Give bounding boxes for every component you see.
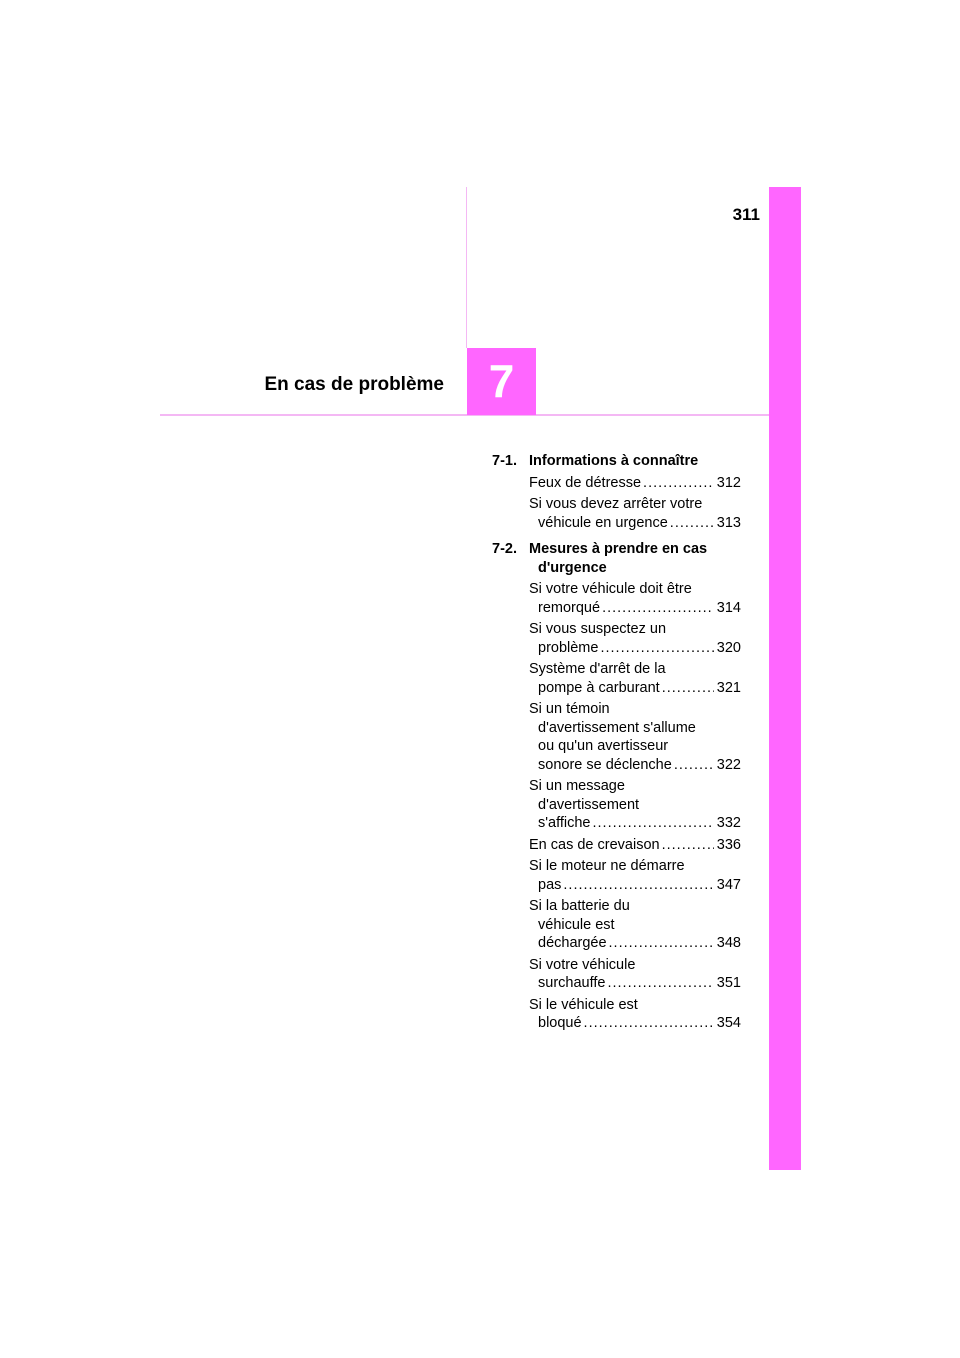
chapter-side-tab: [769, 187, 801, 1170]
table-of-contents: [489, 448, 741, 1033]
dot-leader: [609, 934, 714, 953]
dot-leader: [584, 1014, 714, 1033]
dot-leader: [592, 814, 713, 833]
entry-text: ou qu'un avertisseur: [538, 738, 669, 754]
entry-text: Si le véhicule est: [529, 996, 638, 1013]
dot-leader: [563, 876, 713, 895]
toc-entry[interactable]: [489, 660, 741, 697]
toc-entry[interactable]: [489, 777, 741, 833]
dot-leader: [670, 514, 714, 533]
entry-text: véhicule en urgence: [538, 514, 668, 531]
dot-leader: [602, 599, 714, 618]
section-number: 7-2.: [492, 541, 517, 557]
dot-leader: [607, 974, 713, 993]
entry-text: surchauffe: [538, 975, 606, 991]
toc-entry[interactable]: [489, 580, 741, 617]
toc-entry[interactable]: [489, 956, 741, 993]
toc-entry[interactable]: [489, 495, 741, 532]
entry-page-number: 321: [716, 679, 741, 696]
chapter-number-box: 7: [467, 348, 536, 415]
chapter-title: En cas de problème: [264, 374, 444, 395]
entry-text: Si vous suspectez un: [529, 621, 667, 637]
entry-text: Si un témoin: [529, 701, 610, 717]
entry-page-number: 312: [716, 474, 741, 491]
section-title: Informations à connaître: [529, 453, 699, 469]
header-rule: [160, 414, 769, 416]
entry-page-number: 351: [716, 975, 741, 991]
entry-page-number: 354: [716, 1015, 741, 1031]
entry-page-number: 314: [716, 599, 741, 616]
entry-text: Système d'arrêt de la: [529, 661, 666, 677]
entry-text: Feux de détresse: [529, 474, 642, 491]
entry-page-number: 336: [716, 836, 741, 853]
entry-text: d'avertissement: [538, 796, 640, 813]
dot-leader: [674, 756, 714, 775]
entry-text: Si vous devez arrêter votre: [529, 496, 703, 512]
entry-page-number: 347: [716, 876, 741, 893]
entry-page-number: 313: [716, 514, 741, 531]
entry-text: Si le moteur ne démarre: [529, 858, 685, 874]
entry-text: pompe à carburant: [538, 679, 660, 696]
entry-text: déchargée: [538, 935, 607, 951]
vertical-divider: [466, 187, 467, 348]
entry-text: pas: [538, 876, 562, 893]
toc-entry[interactable]: [489, 836, 741, 855]
entry-page-number: 320: [716, 639, 741, 656]
entry-page-number: 348: [716, 935, 741, 951]
toc-entry[interactable]: [489, 700, 741, 774]
toc-entry[interactable]: [489, 620, 741, 657]
toc-section-heading: [489, 452, 741, 471]
entry-text: En cas de crevaison: [529, 836, 660, 853]
dot-leader: [662, 836, 714, 855]
entry-text: d'avertissement s'allume: [538, 719, 696, 736]
section-number: 7-1.: [492, 453, 517, 469]
toc-entry[interactable]: [489, 474, 741, 493]
toc-entry[interactable]: [489, 897, 741, 953]
entry-text: sonore se déclenche: [538, 756, 672, 773]
toc-entry[interactable]: [489, 857, 741, 894]
page-number: 311: [732, 205, 760, 224]
entry-text: Si votre véhicule: [529, 956, 636, 973]
entry-text: problème: [538, 639, 599, 656]
entry-text: s'affiche: [538, 815, 591, 831]
entry-text: remorqué: [538, 599, 601, 616]
dot-leader: [662, 679, 714, 698]
entry-page-number: 332: [716, 815, 741, 831]
entry-page-number: 322: [716, 756, 741, 773]
entry-text: Si la batterie du: [529, 898, 630, 914]
section-title: Mesures à prendre en cas d'urgence: [529, 541, 708, 576]
toc-section-heading: [489, 540, 741, 577]
dot-leader: [600, 639, 713, 658]
entry-text: Si un message: [529, 778, 625, 794]
dot-leader: [643, 474, 714, 493]
entry-text: véhicule est: [538, 916, 615, 933]
entry-text: Si votre véhicule doit être: [529, 581, 692, 597]
entry-text: bloqué: [538, 1015, 582, 1031]
toc-entry[interactable]: [489, 996, 741, 1033]
